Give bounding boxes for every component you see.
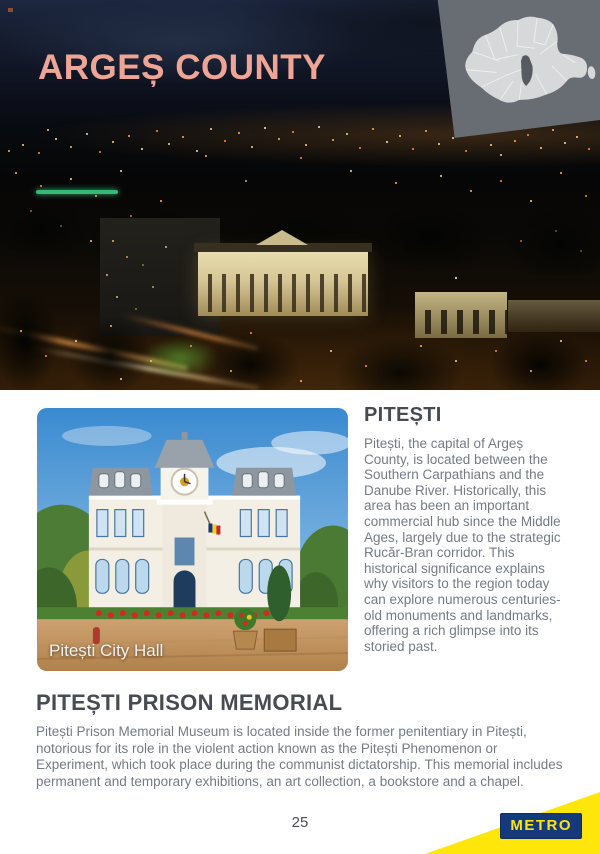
- photo-caption: Pitești City Hall: [49, 641, 164, 660]
- page-number: 25: [291, 814, 309, 831]
- prison-memorial-heading: PITEȘTI PRISON MEMORIAL: [36, 690, 343, 715]
- metro-logo: METRO: [500, 813, 582, 839]
- tree-silhouettes-lower: [0, 295, 600, 390]
- hero-night-photo: [0, 0, 600, 390]
- city-hall-illustration: [37, 408, 348, 671]
- city-lights-low: [0, 0, 2, 2]
- pitesti-section: [364, 404, 568, 654]
- green-neon-strip: [36, 190, 118, 194]
- prison-memorial-body-text: Pitești Prison Memorial Museum is located inside the former penitentiary in Pitești, notorious for its role in the violent action known as the Pitești Phenomenon or Experiment, which took place during the communist dictatorship. This memorial includes permanent and temporary exhibitions, an art collection, a bookstore and a chapel.: [36, 724, 563, 789]
- palace-pediment: [256, 230, 308, 245]
- corner-marker: [8, 8, 13, 12]
- pitesti-body-text: Pitești, the capital of Argeș County, is located between the Southern Carpathians and the Danube River. Historically, this area has been an important commercial hub since the Middle Ages, largely due to the strategic Rucăr-Bran corridor. This historical significance explains why visitors to the region today can explore numerous centuries-old monuments and landmarks, offering a rich glimpse into its storied past.: [364, 436, 561, 654]
- pitesti-heading: PITEȘTI: [364, 404, 442, 426]
- page-title: ARGEȘ COUNTY: [38, 48, 326, 87]
- city-hall-photo: [37, 408, 348, 671]
- prison-memorial-section: [36, 690, 571, 790]
- county-locator-panel: [435, 0, 600, 138]
- romania-counties-map-icon: [451, 3, 600, 128]
